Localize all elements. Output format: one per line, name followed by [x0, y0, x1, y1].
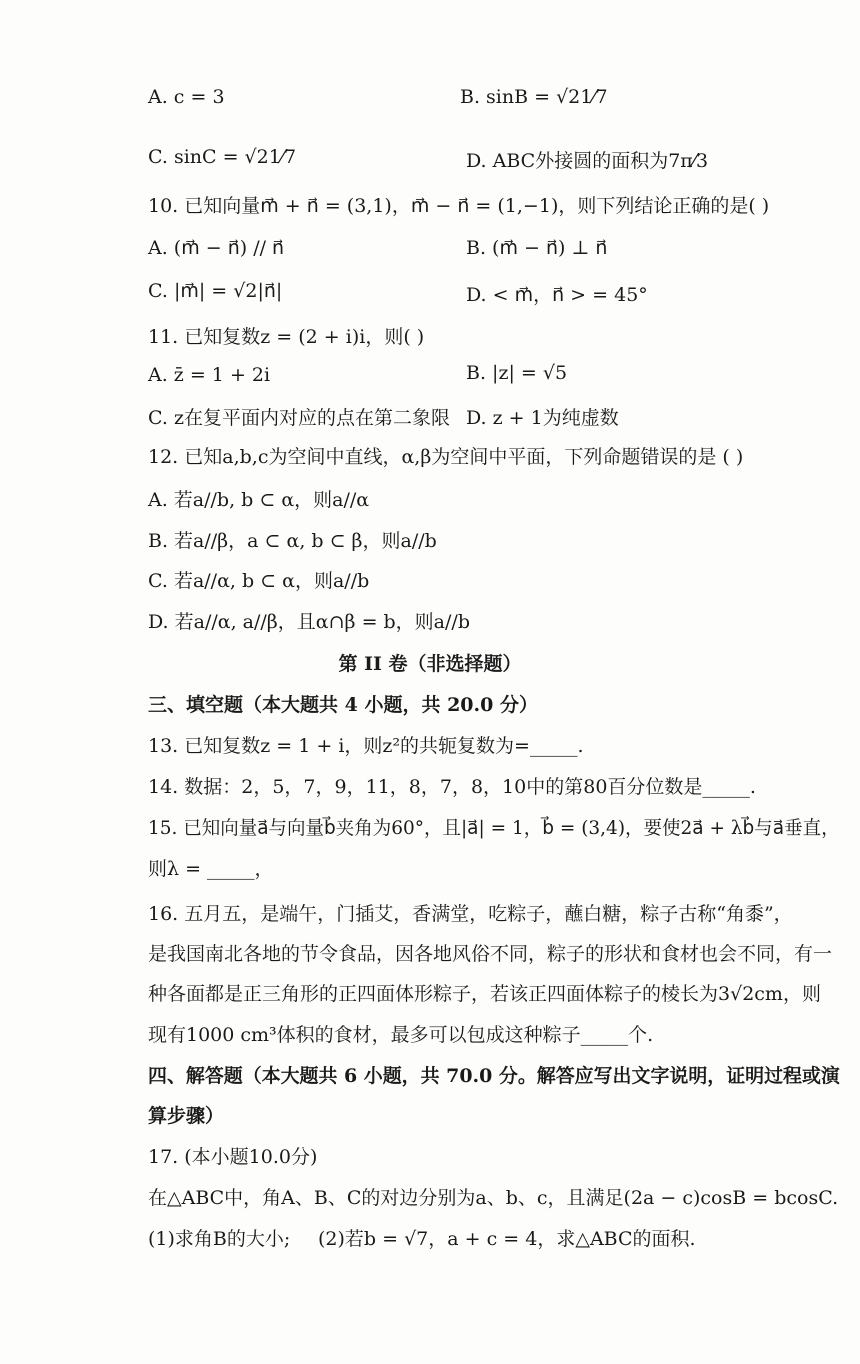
q9-option-d: D. ABC外接圆的面积为7π⁄3	[466, 150, 709, 172]
q17-part2: (2)若b = √7，a + c = 4，求△ABC的面积.	[318, 1228, 696, 1250]
part2-title: 第 II 卷（非选择题）	[338, 653, 522, 675]
q10-option-b: B. (m⃗ − n⃗) ⊥ n⃗	[466, 237, 608, 259]
q11-option-c: C. z在复平面内对应的点在第二象限	[148, 407, 450, 429]
q11-option-b: B. |z| = √5	[466, 362, 568, 384]
q14: 14. 数据：2，5，7，9，11，8，7，8，10中的第80百分位数是_____.	[148, 776, 756, 798]
q13: 13. 已知复数z = 1 + i，则z²的共轭复数为=_____.	[148, 735, 584, 757]
q11-option-a: A. z̄ = 1 + 2i	[148, 364, 271, 386]
q11-option-d: D. z + 1为纯虚数	[466, 407, 619, 429]
q15-line2: 则λ = _____，	[148, 858, 274, 880]
q16-line2: 是我国南北各地的节令食品，因各地风俗不同，粽子的形状和食材也会不同，有一	[148, 943, 833, 965]
q10-stem: 10. 已知向量m⃗ + n⃗ = (3,1)，m⃗ − n⃗ = (1,−1)，则下列结论正确的是( )	[148, 195, 770, 217]
q17-stem: 在△ABC中，角A、B、C的对边分别为a、b、c，且满足(2a − c)cosB = bcosC.	[148, 1187, 839, 1209]
q10-option-a: A. (m⃗ − n⃗) // n⃗	[148, 237, 285, 259]
q10-option-d: D. < m⃗，n⃗ > = 45°	[466, 284, 648, 306]
q11-stem: 11. 已知复数z = (2 + i)i，则( )	[148, 326, 425, 348]
section4-heading-line2: 算步骤）	[148, 1105, 225, 1127]
q10-option-c: C. |m⃗| = √2|n⃗|	[148, 280, 283, 302]
q16-line4: 现有1000 cm³体积的食材，最多可以包成这种粽子_____个.	[148, 1024, 654, 1046]
q17-title: 17. (本小题10.0分)	[148, 1146, 318, 1168]
section4-heading-line1: 四、解答题（本大题共 6 小题，共 70.0 分。解答应写出文字说明，证明过程或演	[148, 1065, 840, 1087]
q9-option-b: B. sinB = √21⁄7	[460, 86, 608, 108]
q12-option-d: D. 若a//α, a//β，且α∩β = b，则a//b	[148, 611, 470, 633]
q12-option-c: C. 若a//α, b ⊂ α，则a//b	[148, 570, 370, 592]
section3-heading: 三、填空题（本大题共 4 小题，共 20.0 分）	[148, 694, 538, 716]
q16-line3: 种各面都是正三角形的正四面体形粽子，若该正四面体粽子的棱长为3√2cm，则	[148, 983, 821, 1005]
q16-line1: 16. 五月五，是端午，门插艾，香满堂，吃粽子，蘸白糖，粽子古称“角黍”，	[148, 903, 793, 925]
q9-option-a: A. c = 3	[148, 86, 225, 108]
q15-line1: 15. 已知向量a⃗与向量b⃗夹角为60°，且|a⃗| = 1，b⃗ = (3,4)，要使2a⃗ + λb⃗与a⃗垂直，	[148, 817, 840, 839]
q17-part1: (1)求角B的大小;	[148, 1228, 291, 1250]
q9-option-c: C. sinC = √21⁄7	[148, 146, 297, 168]
q12-option-a: A. 若a//b, b ⊂ α，则a//α	[148, 489, 370, 511]
q12-stem: 12. 已知a,b,c为空间中直线，α,β为空间中平面，下列命题错误的是 ( )	[148, 446, 744, 468]
q12-option-b: B. 若a//β，a ⊂ α, b ⊂ β，则a//b	[148, 530, 437, 552]
